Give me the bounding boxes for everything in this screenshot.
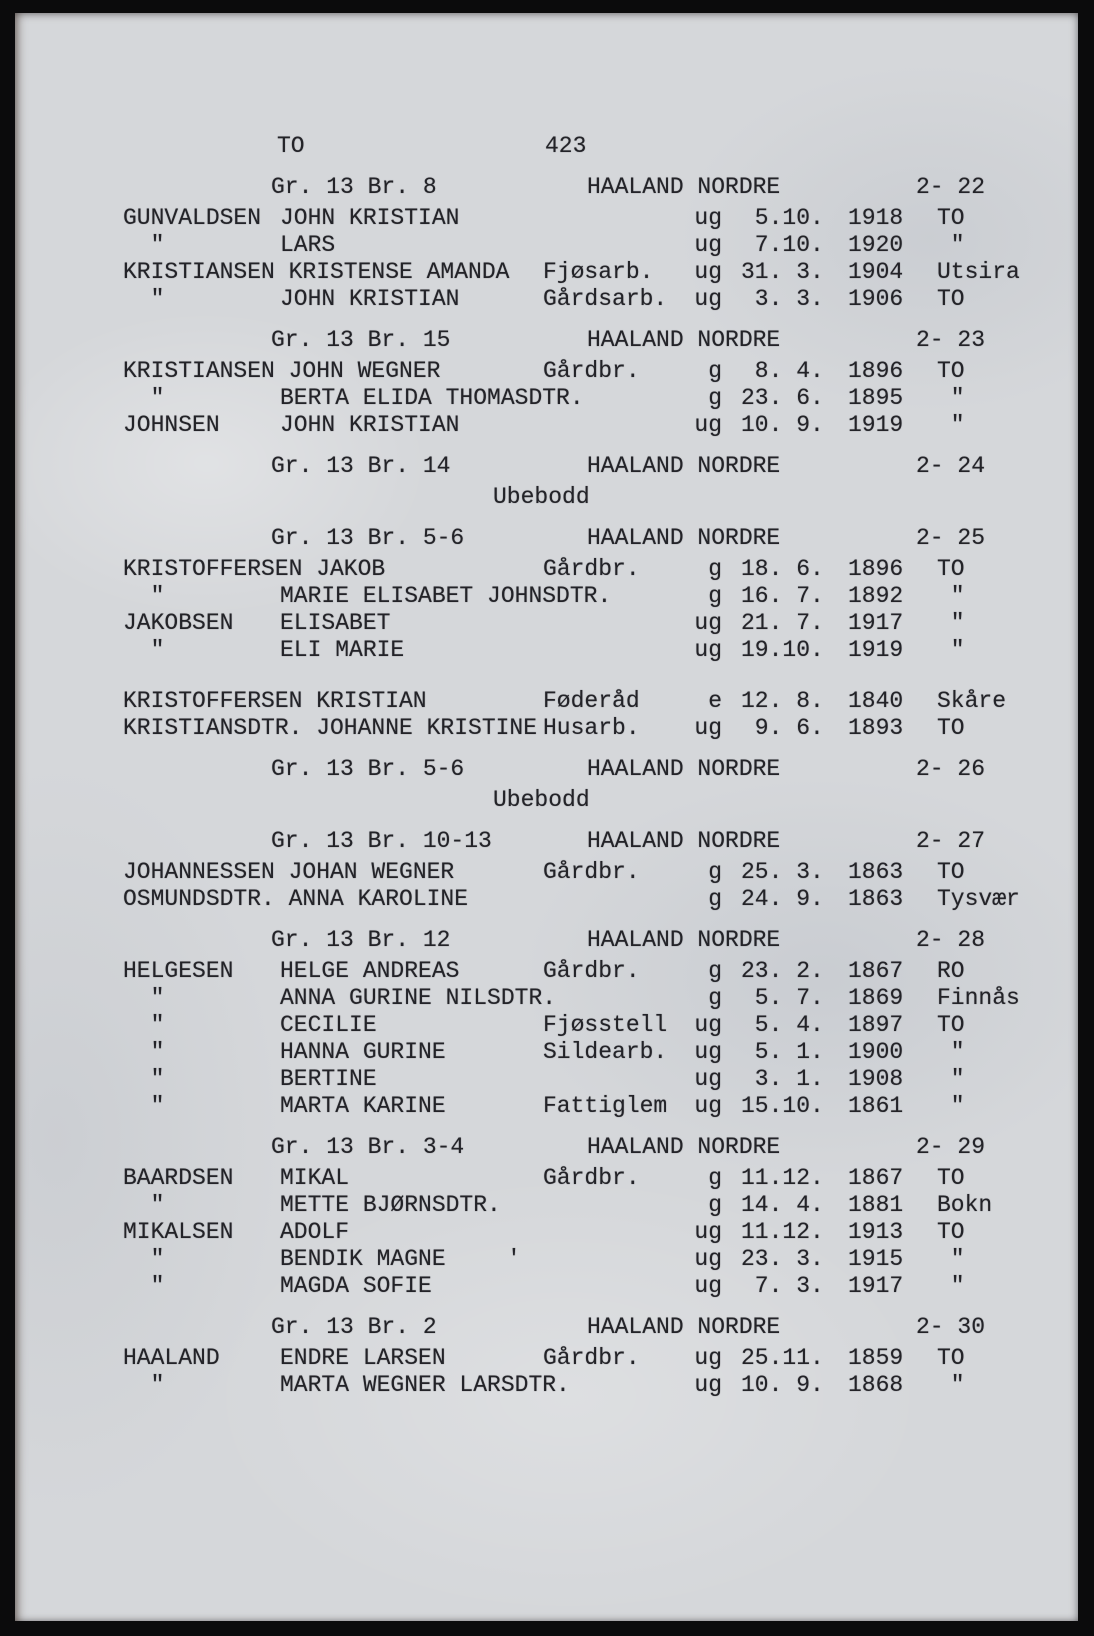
section-gap xyxy=(15,1120,1078,1134)
person-given-name: BERTA ELIDA THOMASDTR. xyxy=(280,385,584,411)
entry-header xyxy=(15,1134,1078,1161)
entry-ref: 2- 23 xyxy=(916,327,986,353)
marital-status: ug xyxy=(694,1093,722,1119)
birth-date: 7. 3. xyxy=(741,1273,824,1299)
birth-date: 15.10. xyxy=(741,1093,824,1119)
person-surname: " xyxy=(123,232,165,258)
person-given-name: MAGDA SOFIE xyxy=(280,1273,432,1299)
person-row xyxy=(15,859,1078,886)
birth-date: 11.12. xyxy=(741,1219,824,1245)
person-surname: JOHANNESSEN xyxy=(123,859,275,885)
census-entry xyxy=(15,1300,1078,1399)
marital-status: g xyxy=(708,1165,722,1191)
person-given-name: ELI MARIE xyxy=(280,637,405,663)
birth-year: 1906 xyxy=(848,286,904,312)
gr-br-label: Gr. 13 Br. 5-6 xyxy=(271,525,465,551)
marital-status: ug xyxy=(694,232,722,258)
birth-place: TO xyxy=(937,286,965,312)
birth-date: 23. 2. xyxy=(741,958,824,984)
birth-place: Tysvær xyxy=(937,886,1020,912)
person-given-name: METTE BJØRNSDTR. xyxy=(280,1192,501,1218)
birth-date: 23. 6. xyxy=(741,385,824,411)
birth-date: 3. 1. xyxy=(741,1066,824,1092)
person-given-name: JOHN KRISTIAN xyxy=(280,286,460,312)
birth-place: RO xyxy=(937,958,965,984)
birth-date: 14. 4. xyxy=(741,1192,824,1218)
person-given-name: JAKOB xyxy=(316,556,386,582)
birth-date: 7.10. xyxy=(741,232,824,258)
marital-status: g xyxy=(708,859,722,885)
section-gap xyxy=(15,913,1078,927)
person-row xyxy=(15,1246,1078,1273)
marital-status: ug xyxy=(694,1066,722,1092)
entry-header xyxy=(15,327,1078,354)
census-entry xyxy=(15,160,1078,313)
person-surname: " xyxy=(123,1246,165,1272)
person-row xyxy=(15,286,1078,313)
entry-header xyxy=(15,453,1078,480)
birth-date: 25. 3. xyxy=(741,859,824,885)
person-given-name: BERTINE xyxy=(280,1066,377,1092)
person-surname: MIKALSEN xyxy=(123,1219,234,1245)
birth-date: 8. 4. xyxy=(741,358,824,384)
person-surname: JAKOBSEN xyxy=(123,610,234,636)
person-row xyxy=(15,1012,1078,1039)
marital-status: g xyxy=(708,886,722,912)
birth-date: 10. 9. xyxy=(741,412,824,438)
uninhabited-note: Ubebodd xyxy=(493,484,590,510)
birth-date: 23. 3. xyxy=(741,1246,824,1272)
note-row xyxy=(15,484,1078,511)
entry-rows xyxy=(15,787,1078,814)
entry-rows xyxy=(15,1345,1078,1399)
entry-header xyxy=(15,927,1078,954)
birth-date: 5. 4. xyxy=(741,1012,824,1038)
person-surname: KRISTOFFERSEN xyxy=(123,556,303,582)
birth-place: " xyxy=(937,1066,965,1092)
person-surname: " xyxy=(123,286,165,312)
birth-place: Bokn xyxy=(937,1192,993,1218)
person-occupation: Fjøsstell xyxy=(543,1012,668,1038)
birth-place: " xyxy=(937,385,965,411)
person-given-name: ELISABET xyxy=(280,610,391,636)
birth-place: TO xyxy=(937,358,965,384)
person-row xyxy=(15,715,1078,742)
person-surname: " xyxy=(123,1012,165,1038)
person-surname: " xyxy=(123,385,165,411)
group-gap xyxy=(15,664,1078,688)
gr-br-label: Gr. 13 Br. 8 xyxy=(271,174,437,200)
person-occupation: Gårdbr. xyxy=(543,958,640,984)
person-given-name: JOHN KRISTIAN xyxy=(280,412,460,438)
birth-year: 1915 xyxy=(848,1246,904,1272)
marital-status: g xyxy=(708,985,722,1011)
person-given-name: JOHAN WEGNER xyxy=(288,859,455,885)
marital-status: ug xyxy=(694,610,722,636)
farm-name: HAALAND NORDRE xyxy=(587,756,781,782)
person-occupation: Gårdbr. xyxy=(543,1165,640,1191)
marital-status: ug xyxy=(694,1219,722,1245)
marital-status: g xyxy=(708,958,722,984)
person-occupation: Husarb. xyxy=(543,715,640,741)
marital-status: g xyxy=(708,385,722,411)
marital-status: g xyxy=(708,583,722,609)
birth-year: 1861 xyxy=(848,1093,904,1119)
birth-date: 25.11. xyxy=(741,1345,824,1371)
person-given-name: CECILIE xyxy=(280,1012,377,1038)
person-given-name: MARTA WEGNER LARSDTR. xyxy=(280,1372,570,1398)
marital-status: g xyxy=(708,358,722,384)
person-surname: GUNVALDSEN xyxy=(123,205,262,231)
entry-ref: 2- 29 xyxy=(916,1134,986,1160)
marital-status: ug xyxy=(694,1273,722,1299)
entry-rows xyxy=(15,556,1078,742)
birth-date: 12. 8. xyxy=(741,688,824,714)
birth-place: TO xyxy=(937,1345,965,1371)
person-surname: " xyxy=(123,985,165,1011)
birth-place: " xyxy=(937,232,965,258)
person-row xyxy=(15,1066,1078,1093)
section-gap xyxy=(15,814,1078,828)
person-row xyxy=(15,1219,1078,1246)
gr-br-label: Gr. 13 Br. 15 xyxy=(271,327,451,353)
gr-br-label: Gr. 13 Br. 5-6 xyxy=(271,756,465,782)
census-page xyxy=(15,13,1078,1621)
person-occupation: Gårdbr. xyxy=(543,859,640,885)
person-row xyxy=(15,205,1078,232)
birth-place: TO xyxy=(937,1219,965,1245)
farm-name: HAALAND NORDRE xyxy=(587,525,781,551)
farm-name: HAALAND NORDRE xyxy=(587,453,781,479)
marital-status: e xyxy=(708,688,722,714)
birth-place: TO xyxy=(937,205,965,231)
person-row xyxy=(15,985,1078,1012)
person-row xyxy=(15,1273,1078,1300)
person-occupation: Fjøsarb. xyxy=(543,259,654,285)
page-number: 423 xyxy=(545,133,587,159)
person-given-name: MARTA KARINE xyxy=(280,1093,446,1119)
person-surname: " xyxy=(123,1039,165,1065)
birth-place: " xyxy=(937,637,965,663)
person-row xyxy=(15,1039,1078,1066)
entry-ref: 2- 30 xyxy=(916,1314,986,1340)
census-entry xyxy=(15,313,1078,439)
person-row xyxy=(15,1345,1078,1372)
birth-year: 1892 xyxy=(848,583,904,609)
person-given-name: HELGE ANDREAS xyxy=(280,958,460,984)
person-occupation: Gårdbr. xyxy=(543,1345,640,1371)
section-gap xyxy=(15,313,1078,327)
entry-rows xyxy=(15,358,1078,439)
entry-ref: 2- 27 xyxy=(916,828,986,854)
marital-status: ug xyxy=(694,1345,722,1371)
entry-rows xyxy=(15,484,1078,511)
marital-status: g xyxy=(708,1192,722,1218)
marital-status: ug xyxy=(694,715,722,741)
birth-year: 1900 xyxy=(848,1039,904,1065)
section-gap xyxy=(15,160,1078,174)
marital-status: ug xyxy=(694,205,722,231)
birth-place: TO xyxy=(937,859,965,885)
marital-status: ug xyxy=(694,412,722,438)
person-occupation: Sildearb. xyxy=(543,1039,668,1065)
person-row xyxy=(15,610,1078,637)
person-row xyxy=(15,232,1078,259)
person-given-name: HANNA GURINE xyxy=(280,1039,446,1065)
birth-place: TO xyxy=(937,1012,965,1038)
birth-year: 1868 xyxy=(848,1372,904,1398)
birth-year: 1893 xyxy=(848,715,904,741)
section-gap xyxy=(15,439,1078,453)
birth-place: " xyxy=(937,1093,965,1119)
birth-year: 1863 xyxy=(848,859,904,885)
birth-place: TO xyxy=(937,1165,965,1191)
birth-date: 5. 7. xyxy=(741,985,824,1011)
birth-year: 1863 xyxy=(848,886,904,912)
birth-date: 18. 6. xyxy=(741,556,824,582)
gr-br-label: Gr. 13 Br. 2 xyxy=(271,1314,437,1340)
person-given-name: ENDRE LARSEN xyxy=(280,1345,446,1371)
birth-place: " xyxy=(937,1372,965,1398)
entry-rows xyxy=(15,205,1078,313)
person-row xyxy=(15,259,1078,286)
birth-place: " xyxy=(937,583,965,609)
farm-name: HAALAND NORDRE xyxy=(587,327,781,353)
person-surname: " xyxy=(123,1192,165,1218)
marital-status: g xyxy=(708,556,722,582)
person-given-name: JOHN KRISTIAN xyxy=(280,205,460,231)
person-given-name: LARS xyxy=(280,232,336,258)
gr-br-label: Gr. 13 Br. 12 xyxy=(271,927,451,953)
person-surname: " xyxy=(123,1066,165,1092)
birth-year: 1859 xyxy=(848,1345,904,1371)
gr-br-label: Gr. 13 Br. 3-4 xyxy=(271,1134,465,1160)
birth-place: " xyxy=(937,1273,965,1299)
birth-date: 21. 7. xyxy=(741,610,824,636)
birth-place: " xyxy=(937,1246,965,1272)
birth-date: 9. 6. xyxy=(741,715,824,741)
entry-ref: 2- 25 xyxy=(916,525,986,551)
birth-year: 1913 xyxy=(848,1219,904,1245)
person-occupation: Gårdbr. xyxy=(543,358,640,384)
entry-ref: 2- 22 xyxy=(916,174,986,200)
entry-header xyxy=(15,828,1078,855)
birth-year: 1897 xyxy=(848,1012,904,1038)
person-given-name: MARIE ELISABET JOHNSDTR. xyxy=(280,583,612,609)
gr-br-label: Gr. 13 Br. 14 xyxy=(271,453,451,479)
person-surname: KRISTIANSEN xyxy=(123,259,275,285)
entry-header xyxy=(15,174,1078,201)
farm-name: HAALAND NORDRE xyxy=(587,1314,781,1340)
entry-header xyxy=(15,1314,1078,1341)
birth-year: 1881 xyxy=(848,1192,904,1218)
person-surname: BAARDSEN xyxy=(123,1165,234,1191)
birth-year: 1918 xyxy=(848,205,904,231)
person-surname: HELGESEN xyxy=(123,958,234,984)
person-surname: " xyxy=(123,1093,165,1119)
person-row xyxy=(15,637,1078,664)
marital-status: ug xyxy=(694,286,722,312)
marital-status: ug xyxy=(694,259,722,285)
person-surname: JOHNSEN xyxy=(123,412,220,438)
person-given-name: JOHANNE KRISTINE xyxy=(316,715,538,741)
person-occupation: Gårdsarb. xyxy=(543,286,668,312)
section-gap xyxy=(15,1300,1078,1314)
birth-place: Skåre xyxy=(937,688,1007,714)
person-given-name: JOHN WEGNER xyxy=(288,358,441,384)
note-row xyxy=(15,787,1078,814)
person-surname: " xyxy=(123,637,165,663)
birth-year: 1840 xyxy=(848,688,904,714)
birth-year: 1919 xyxy=(848,412,904,438)
birth-year: 1904 xyxy=(848,259,904,285)
birth-year: 1895 xyxy=(848,385,904,411)
person-surname: KRISTIANSEN xyxy=(123,358,275,384)
person-row xyxy=(15,412,1078,439)
person-given-name: BENDIK MAGNE xyxy=(280,1246,446,1272)
person-row xyxy=(15,1093,1078,1120)
marital-status: ug xyxy=(694,1372,722,1398)
birth-date: 3. 3. xyxy=(741,286,824,312)
entry-ref: 2- 26 xyxy=(916,756,986,782)
birth-year: 1920 xyxy=(848,232,904,258)
birth-date: 11.12. xyxy=(741,1165,824,1191)
birth-year: 1896 xyxy=(848,556,904,582)
birth-place: " xyxy=(937,1039,965,1065)
person-given-name: KRISTENSE AMANDA xyxy=(288,259,510,285)
birth-place: TO xyxy=(937,715,965,741)
birth-place: " xyxy=(937,610,965,636)
top-margin xyxy=(15,13,1078,133)
birth-year: 1896 xyxy=(848,358,904,384)
birth-year: 1919 xyxy=(848,637,904,663)
person-row xyxy=(15,556,1078,583)
page-header xyxy=(15,133,1078,160)
marital-status: ug xyxy=(694,1012,722,1038)
person-row xyxy=(15,958,1078,985)
birth-date: 5.10. xyxy=(741,205,824,231)
birth-date: 16. 7. xyxy=(741,583,824,609)
entry-rows xyxy=(15,1165,1078,1300)
entry-header xyxy=(15,756,1078,783)
birth-year: 1869 xyxy=(848,985,904,1011)
birth-year: 1917 xyxy=(848,1273,904,1299)
birth-date: 19.10. xyxy=(741,637,824,663)
person-row xyxy=(15,583,1078,610)
census-entry xyxy=(15,913,1078,1120)
person-surname: KRISTOFFERSEN xyxy=(123,688,303,714)
uninhabited-note: Ubebodd xyxy=(493,787,590,813)
person-given-name: MIKAL xyxy=(280,1165,350,1191)
birth-place: Utsira xyxy=(937,259,1020,285)
person-row xyxy=(15,688,1078,715)
section-gap xyxy=(15,742,1078,756)
gr-br-label: Gr. 13 Br. 10-13 xyxy=(271,828,492,854)
entry-rows xyxy=(15,859,1078,913)
birth-year: 1908 xyxy=(848,1066,904,1092)
birth-date: 31. 3. xyxy=(741,259,824,285)
person-surname: OSMUNDSDTR. xyxy=(123,886,275,912)
person-row xyxy=(15,1372,1078,1399)
person-given-name: ANNA KAROLINE xyxy=(288,886,469,912)
person-row xyxy=(15,886,1078,913)
birth-year: 1867 xyxy=(848,958,904,984)
person-surname: " xyxy=(123,583,165,609)
birth-place: Finnås xyxy=(937,985,1020,1011)
birth-year: 1917 xyxy=(848,610,904,636)
farm-name: HAALAND NORDRE xyxy=(587,927,781,953)
birth-place: " xyxy=(937,412,965,438)
stray-mark: ' xyxy=(507,1246,521,1272)
person-given-name: ADOLF xyxy=(280,1219,350,1245)
entry-ref: 2- 28 xyxy=(916,927,986,953)
district-code: TO xyxy=(277,133,305,159)
marital-status: ug xyxy=(694,1039,722,1065)
person-occupation: Fattiglem xyxy=(543,1093,668,1119)
census-entry xyxy=(15,742,1078,814)
person-given-name: ANNA GURINE NILSDTR. xyxy=(280,985,557,1011)
birth-date: 10. 9. xyxy=(741,1372,824,1398)
person-row xyxy=(15,385,1078,412)
birth-date: 24. 9. xyxy=(741,886,824,912)
birth-date: 5. 1. xyxy=(741,1039,824,1065)
section-gap xyxy=(15,511,1078,525)
farm-name: HAALAND NORDRE xyxy=(587,828,781,854)
person-surname: HAALAND xyxy=(123,1345,220,1371)
farm-name: HAALAND NORDRE xyxy=(587,1134,781,1160)
birth-place: TO xyxy=(937,556,965,582)
person-occupation: Gårdbr. xyxy=(543,556,640,582)
person-row xyxy=(15,358,1078,385)
person-surname: " xyxy=(123,1372,165,1398)
census-entry xyxy=(15,1120,1078,1300)
census-entry xyxy=(15,814,1078,913)
entries xyxy=(15,160,1078,1399)
birth-year: 1867 xyxy=(848,1165,904,1191)
marital-status: ug xyxy=(694,1246,722,1272)
farm-name: HAALAND NORDRE xyxy=(587,174,781,200)
person-given-name: KRISTIAN xyxy=(316,688,427,714)
entry-ref: 2- 24 xyxy=(916,453,986,479)
marital-status: ug xyxy=(694,637,722,663)
person-occupation: Føderåd xyxy=(543,688,640,714)
person-surname: " xyxy=(123,1273,165,1299)
census-entry xyxy=(15,511,1078,742)
person-row xyxy=(15,1165,1078,1192)
person-surname: KRISTIANSDTR. xyxy=(123,715,303,741)
entry-rows xyxy=(15,958,1078,1120)
person-row xyxy=(15,1192,1078,1219)
entry-header xyxy=(15,525,1078,552)
census-entry xyxy=(15,439,1078,511)
